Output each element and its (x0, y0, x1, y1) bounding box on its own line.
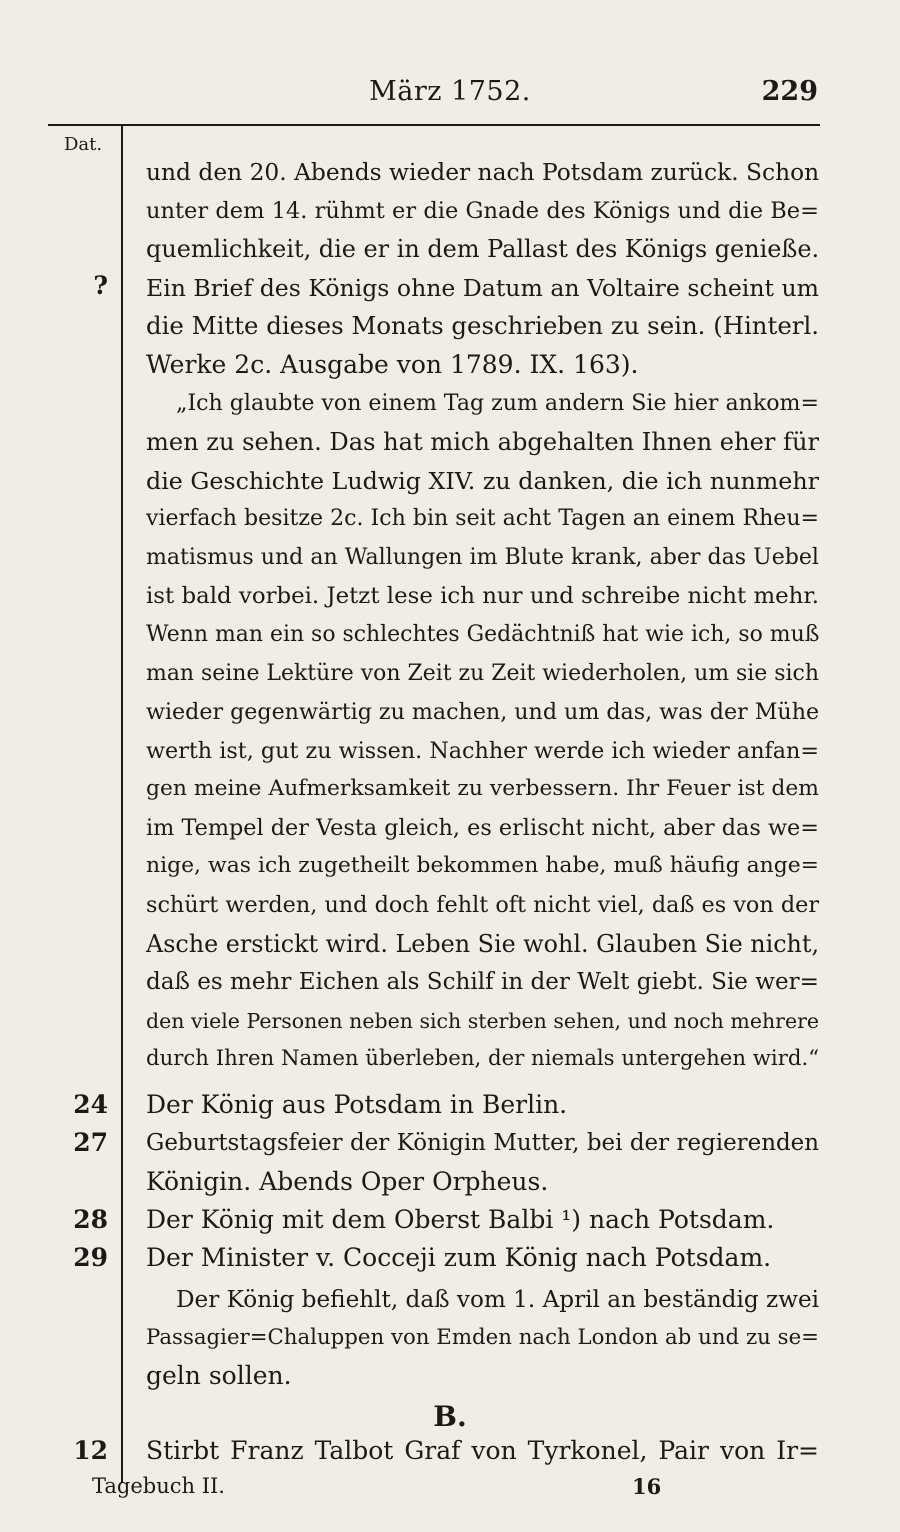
margin-date: 27 (73, 1128, 108, 1157)
margin-date: 28 (73, 1205, 108, 1234)
text-line: man seine Lektüre von Zeit zu Zeit wiederholen, um sie sich (146, 661, 819, 686)
text-line: und den 20. Abends wieder nach Potsdam zurück. Schon (146, 158, 820, 186)
page-number: 229 (761, 76, 818, 107)
date-column-rule (121, 126, 123, 1482)
text-line: Geburtstagsfeier der Königin Mutter, bei der regierenden (146, 1130, 819, 1156)
text-line: quemlichkeit, die er in dem Pallast des Königs genieße. (146, 235, 820, 263)
text-line: Der König befiehlt, daß vom 1. April an beständig zwei (176, 1287, 820, 1313)
text-line: Wenn man ein so schlechtes Gedächtniß hat wie ich, so muß (146, 622, 820, 647)
text-line: werth ist, gut zu wissen. Nachher werde ich wieder anfan= (146, 738, 819, 764)
margin-date: ? (93, 271, 108, 300)
section-heading: B. (433, 1400, 467, 1433)
running-head-title: März 1752. (369, 76, 531, 107)
margin-date: 12 (73, 1436, 108, 1465)
text-line: gen meine Aufmerksamkeit zu verbessern. Ihr Feuer ist dem (146, 776, 819, 801)
margin-date: 24 (73, 1090, 108, 1119)
text-line: Ein Brief des Königs ohne Datum an Voltaire scheint um (146, 274, 819, 302)
text-line: Werke 2c. Ausgabe von 1789. IX. 163). (146, 350, 639, 379)
text-line: die Geschichte Ludwig XIV. zu danken, die ich nunmehr (146, 467, 820, 495)
text-line: wieder gegenwärtig zu machen, und um das, was der Mühe (146, 699, 820, 725)
text-line: men zu sehen. Das hat mich abgehalten Ihnen eher für (146, 428, 819, 456)
date-column-label: Dat. (64, 134, 103, 155)
margin-date: 29 (73, 1243, 108, 1272)
text-line: nige, was ich zugetheilt bekommen habe, muß häufig ange= (146, 853, 819, 878)
text-line: schürt werden, und doch fehlt oft nicht viel, daß es von der (146, 892, 819, 918)
text-line: im Tempel der Vesta gleich, es erlischt nicht, aber das we= (146, 815, 819, 841)
text-line: Passagier=Chaluppen von Emden nach London ab und zu se= (146, 1325, 819, 1350)
text-line: Der Minister v. Cocceji zum König nach Potsdam. (146, 1243, 772, 1272)
text-line: daß es mehr Eichen als Schilf in der Welt giebt. Sie wer= (146, 969, 819, 995)
text-line: unter dem 14. rühmt er die Gnade des Königs und die Be= (146, 198, 819, 224)
text-line: Asche erstickt wird. Leben Sie wohl. Glauben Sie nicht, (146, 930, 820, 958)
text-line: durch Ihren Namen überleben, der niemals untergehen wird.“ (146, 1046, 820, 1071)
text-line: Königin. Abends Oper Orpheus. (146, 1167, 549, 1196)
text-line: Der König mit dem Oberst Balbi ¹) nach Potsdam. (146, 1205, 775, 1234)
text-line: „Ich glaubte von einem Tag zum andern Sie hier ankom= (176, 391, 819, 416)
text-line: matismus und an Wallungen im Blute krank, aber das Uebel (146, 545, 819, 570)
text-line: ist bald vorbei. Jetzt lese ich nur und schreibe nicht mehr. (146, 583, 819, 609)
text-line: den viele Personen neben sich sterben sehen, und noch mehrere (146, 1009, 819, 1033)
header-rule (48, 124, 820, 126)
text-line: Der König aus Potsdam in Berlin. (146, 1090, 568, 1119)
text-line: Stirbt Franz Talbot Graf von Tyrkonel, Pair von Ir= (146, 1436, 819, 1465)
text-line: geln sollen. (146, 1361, 292, 1390)
footer-signature-title: Tagebuch II. (92, 1474, 225, 1498)
footer-signature-number: 16 (632, 1474, 662, 1499)
text-line: die Mitte dieses Monats geschrieben zu sein. (Hinterl. (146, 311, 820, 340)
text-line: vierfach besitze 2c. Ich bin seit acht Tagen an einem Rheu= (146, 506, 819, 531)
